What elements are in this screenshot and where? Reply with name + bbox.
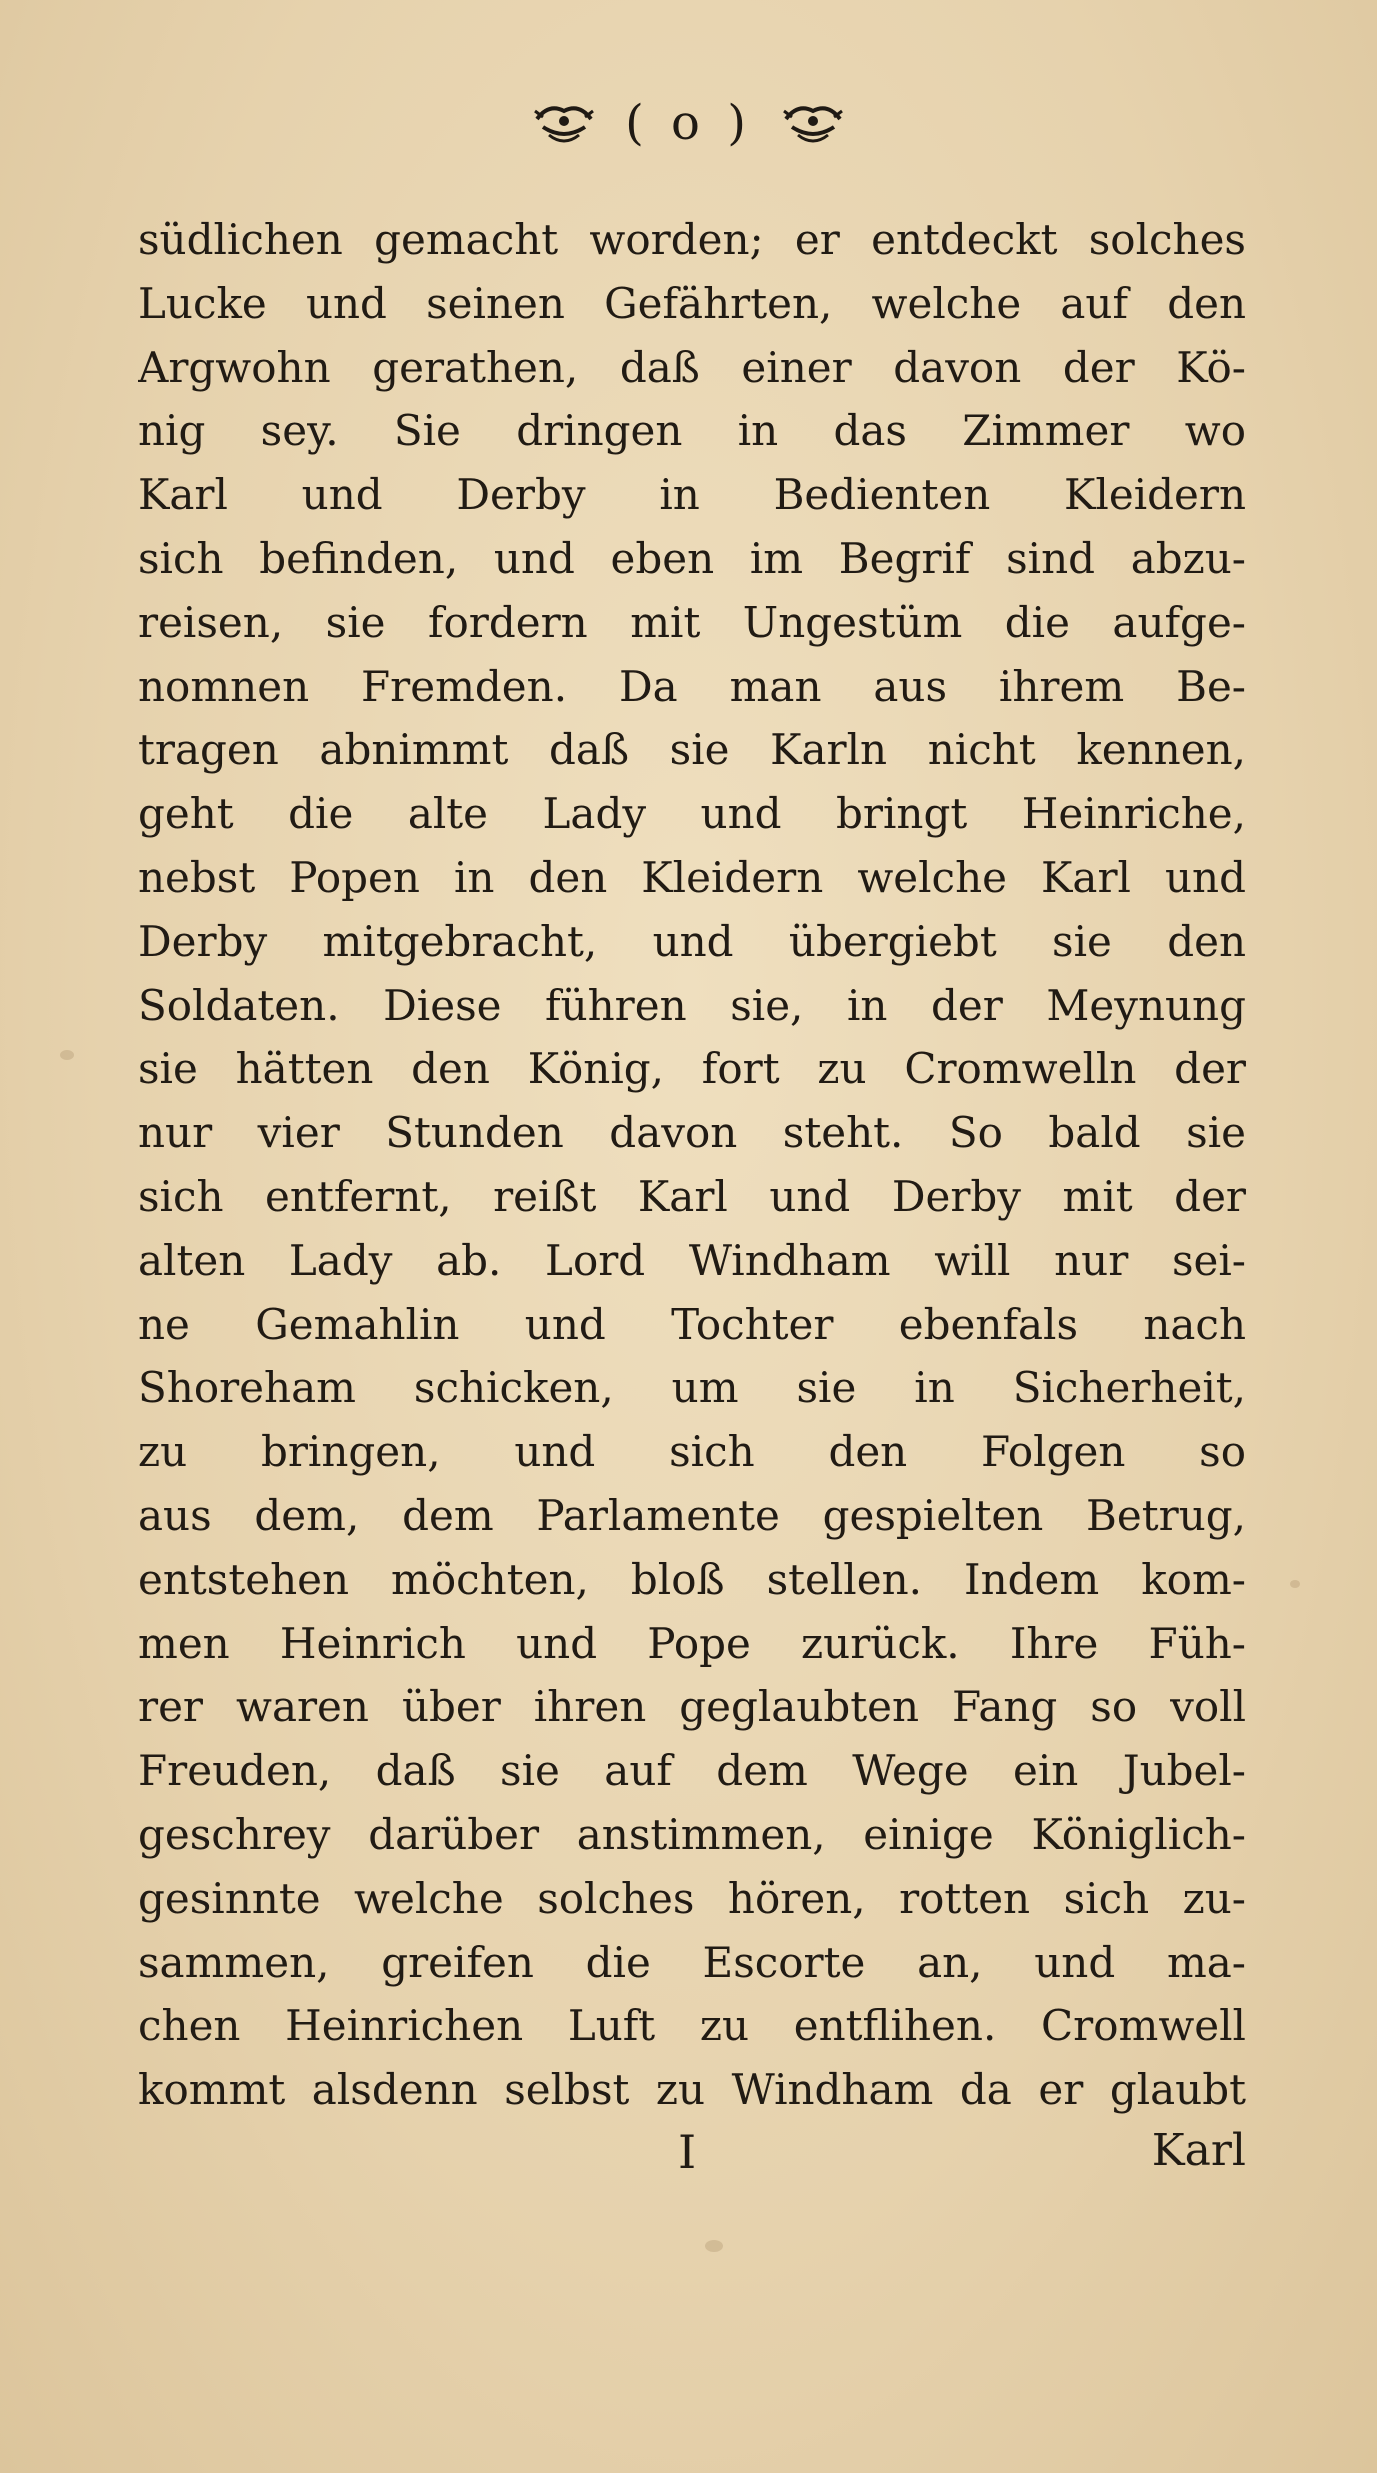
text-line: nomnen Fremden. Da man aus ihrem Be-: [138, 661, 1246, 711]
ornament-icon: [778, 97, 848, 149]
text-line: ne Gemahlin und Tochter ebenfals nach: [138, 1299, 1246, 1349]
text-line: kommt alsdenn selbst zu Windham da er glaubt: [138, 2065, 1246, 2115]
text-line: sie hätten den König, fort zu Cromwelln der: [138, 1044, 1246, 1094]
text-line: Freuden, daß sie auf dem Wege ein Jubel-: [138, 1746, 1246, 1796]
text-line: tragen abnimmt daß sie Karln nicht kennen,: [138, 725, 1246, 775]
paper-stain: [1290, 1580, 1300, 1588]
text-line: Lucke und seinen Gefährten, welche auf den: [138, 278, 1246, 328]
text-line: Derby mitgebracht, und übergiebt sie den: [138, 916, 1246, 966]
text-line: alten Lady ab. Lord Windham will nur sei-: [138, 1235, 1246, 1285]
text-line: nur vier Stunden davon steht. So bald sie: [138, 1108, 1246, 1158]
text-line: chen Heinrichen Luft zu entflihen. Cromwell: [138, 2001, 1246, 2051]
paper-stain: [705, 2240, 723, 2252]
text-line: geht die alte Lady und bringt Heinriche,: [138, 789, 1246, 839]
text-line: nig sey. Sie dringen in das Zimmer wo: [138, 406, 1246, 456]
text-line: geschrey darüber anstimmen, einige Königlich-: [138, 1809, 1246, 1859]
text-line: nebst Popen in den Kleidern welche Karl und: [138, 852, 1246, 902]
text-line: sich entfernt, reißt Karl und Derby mit der: [138, 1171, 1246, 1221]
body-text: [138, 208, 1246, 2122]
text-line: Shoreham schicken, um sie in Sicherheit,: [138, 1363, 1246, 1413]
text-line: rer waren über ihren geglaubten Fang so voll: [138, 1682, 1246, 1732]
signature-mark: I: [678, 2125, 697, 2179]
text-line: aus dem, dem Parlamente gespielten Betrug,: [138, 1490, 1246, 1540]
ornament-icon: [529, 97, 599, 149]
text-line: sich befinden, und eben im Begrif sind abzu-: [138, 533, 1246, 583]
catchword: Karl: [1151, 2125, 1246, 2176]
text-line: entstehen möchten, bloß stellen. Indem kom-: [138, 1554, 1246, 1604]
text-line: sammen, greifen die Escorte an, und ma-: [138, 1937, 1246, 1987]
page-footer: [138, 2125, 1246, 2205]
text-line: Soldaten. Diese führen sie, in der Meynung: [138, 980, 1246, 1030]
page-header: [0, 88, 1377, 158]
text-line: men Heinrich und Pope zurück. Ihre Füh-: [138, 1618, 1246, 1668]
text-line: gesinnte welche solches hören, rotten sich zu-: [138, 1873, 1246, 1923]
paper-stain: [60, 1050, 74, 1060]
text-line: zu bringen, und sich den Folgen so: [138, 1427, 1246, 1477]
text-line: Karl und Derby in Bedienten Kleidern: [138, 470, 1246, 520]
text-line: Argwohn gerathen, daß einer davon der Kö-: [138, 342, 1246, 392]
text-line: südlichen gemacht worden; er entdeckt solches: [138, 215, 1246, 264]
page-number: ( o ): [625, 95, 752, 151]
text-line: reisen, sie fordern mit Ungestüm die aufge-: [138, 597, 1246, 647]
